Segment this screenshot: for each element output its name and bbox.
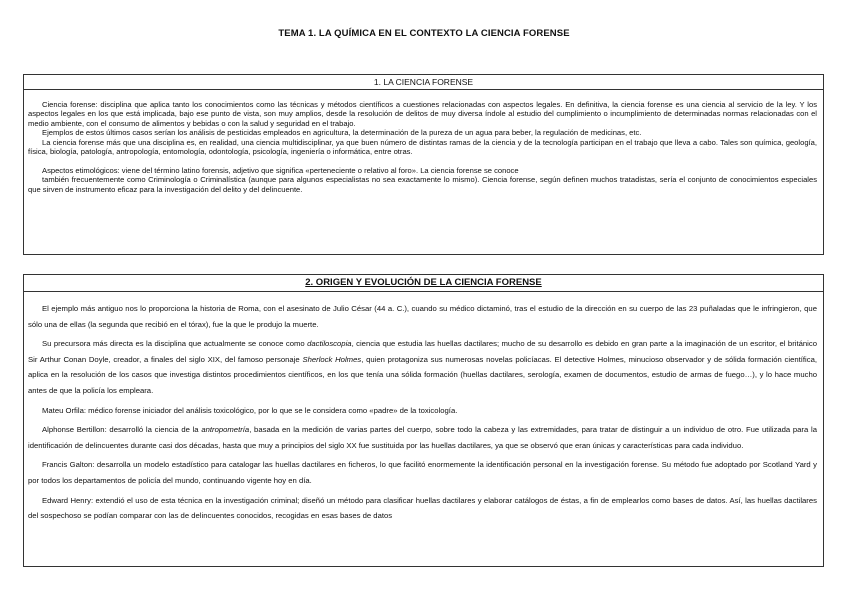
italic-term: antropometría <box>201 425 250 435</box>
section-1-box <box>23 74 824 255</box>
section-1-body <box>24 90 823 194</box>
section-2-paragraph-henry: Edward Henry: extendió el uso de esta técnica en la investigación criminal; diseñó un método para clasificar huellas dactilares y elaborar catálogos de éstas, a fin de emplearlos como bases de datos. Así, las huellas dactilares del sospechoso se podían comparar con las de delincuentes conocidos, recogidas en esas bases de datos <box>28 495 817 521</box>
text-span: , basada en la medición de varias partes del cuerpo, sobre todo la cabeza y las extremidades, para tratar de distinguir a un individuo de otro. Fue utilizada para la identificación de delincuentes durante casi dos décadas, hasta que muy a principios del siglo XX fue sustituida por las huellas dactilares, ya que se observó que eran únicas y características para cada individuo. <box>28 425 817 450</box>
section-1-paragraph: La ciencia forense más que una disciplina es, en realidad, una ciencia multidisciplinar, ya que buen número de distintas ramas de la ciencia y de la tecnología participan en el trabajo que lleva a cabo. Tales son química, geología, física, biología, patología, antropología, entomología, odontología, psicología, ingeniería o informática, entre otras. <box>28 137 817 157</box>
section-2-paragraph-orfila: Mateu Orfila: médico forense iniciador del análisis toxicológico, por lo que se le considera como «padre» de la toxicología. <box>42 405 458 415</box>
section-2-paragraph-rome: El ejemplo más antiguo nos lo proporciona la historia de Roma, con el asesinato de Julio César (44 a. C.), cuando su médico dictaminó, tras el estudio de la dirección en su cuerpo de las 23 puñaladas que le infringieron, que sólo una de ellas (la segunda que recibió en el tórax), fue la que le produjo la muerte. <box>28 304 817 329</box>
section-2-paragraph-dactiloscopia <box>28 336 817 398</box>
section-2-paragraph-bertillon <box>28 422 817 453</box>
page-title: TEMA 1. LA QUÍMICA EN EL CONTEXTO LA CIENCIA FORENSE <box>278 28 570 39</box>
section-1-paragraph: Ciencia forense: disciplina que aplica tanto los conocimientos como las técnicas y métodos científicos a cuestiones relacionadas con aspectos legales. En definitiva, la ciencia forense es una ciencia al servicio de la ley. Y los aspectos legales en los que está implicada, bajo ese punto de vista, son muy amplios, desde la resolución de delitos de muy diversa índole al estudio del cumplimiento o incumplimiento de determinadas normas relacionadas con el medio ambiente, con el consumo de alimentos y bebidas o con la salud y seguridad en el trabajo. <box>28 100 817 128</box>
section-2-paragraph-galton: Francis Galton: desarrolla un modelo estadístico para catalogar las huellas dactilares en ficheros, lo que facilitó enormemente la identificación personal en la investigación forense. Su método fue adoptado por Scotland Yard y por todos los departamentos de policía del mundo, continuando vigente hoy en día. <box>28 460 817 485</box>
text-span: Su precursora más directa es la disciplina que actualmente se conoce como <box>42 339 308 349</box>
section-1-paragraph: Ejemplos de estos últimos casos serían los análisis de pesticidas empleados en agricultura, la determinación de la pureza de un agua para beber, la regulación de medicinas, etc. <box>42 128 642 138</box>
section-2-box <box>23 274 824 567</box>
italic-term: dactiloscopia <box>307 339 352 349</box>
section-1-paragraph: también frecuentemente como Criminología o Criminalística (aunque para algunos especialistas no sea exactamente lo mismo). Ciencia forense, según definen muchos tratadistas, sería el conjunto de conocimientos especiales que sirven de instrumento eficaz para la investigación del delito y del delincuente. <box>28 175 817 194</box>
italic-name: Sherlock Holmes <box>302 354 362 364</box>
section-2-body <box>24 292 823 524</box>
section-1-heading: 1. LA CIENCIA FORENSE <box>24 75 823 90</box>
section-2-heading: 2. ORIGEN Y EVOLUCIÓN DE LA CIENCIA FORENSE <box>24 275 823 292</box>
section-1-paragraph: Aspectos etimológicos: viene del término latino forensis, adjetivo que significa «perteneciente o relativo al foro». La ciencia forense se conoce <box>42 165 519 175</box>
text-span: , quien protagoniza sus numerosas novelas policíacas. El detective Holmes, minucioso observador y de sólida formación científica, aplica en la resolución de los casos que investiga distintos procedimientos científicos, en los que tenía una sólida formación (huellas dactilares, serología, examen de documentos, estudio de armas de fuego…), y lo hace mucho antes de que la policía los empleara. <box>28 354 818 395</box>
text-span: , ciencia que estudia las huellas dactilares; mucho de su desarrollo es debido en gran parte a la imaginación de un escritor, el británico Sir Arthur Conan Doyle, creador, a finales del siglo XIX, del famoso personaje <box>28 339 817 364</box>
text-span: Alphonse Bertillon: desarrolló la ciencia de la <box>42 425 202 435</box>
